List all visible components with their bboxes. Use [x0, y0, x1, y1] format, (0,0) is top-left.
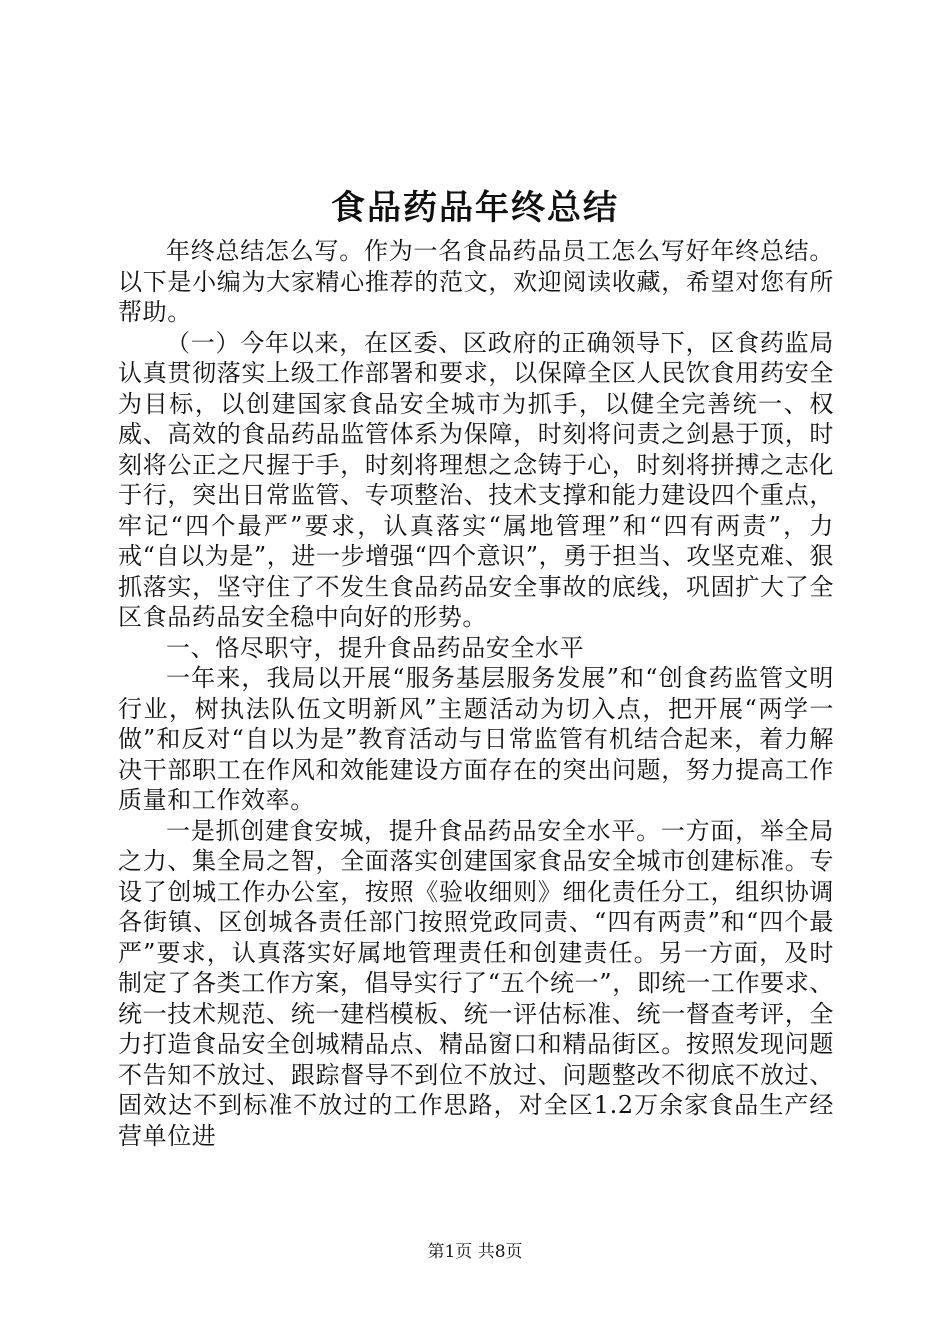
- paragraph-intro: 年终总结怎么写。作为一名食品药品员工怎么写好年终总结。以下是小编为大家精心推荐的范文，欢迎阅读收藏，希望对您有所帮助。: [118, 237, 834, 326]
- document-body: [118, 236, 834, 1151]
- paragraph-food-safety-city: 一是抓创建食安城，提升食品药品安全水平。一方面，举全局之力、集全局之智，全面落实创建国家食品安全城市创建标准。专设了创城工作办公室，按照《验收细则》细化责任分工，组织协调各街镇、区创城各责任部门按照党政同责、“四有两责”和“四个最严”要求，认真落实好属地管理责任和创建责任。另一方面，及时制定了各类工作方案，倡导实行了“五个统一”，即统一工作要求、统一技术规范、统一建档模板、统一评估标准、统一督查考评，全力打造食品安全创城精品点、精品窗口和精品街区。按照发现问题不告知不放过、跟踪督导不到位不放过、问题整改不彻底不放过、固效达不到标准不放过的工作思路，对全区1.2万余家食品生产经营单位进: [118, 816, 834, 1150]
- paragraph-summary: （一）今年以来，在区委、区政府的正确领导下，区食药监局认真贯彻落实上级工作部署和要求，以保障全区人民饮食用药安全为目标，以创建国家食品安全城市为抓手，以健全完善统一、权威、高效的食品药品监管体系为保障，时刻将问责之剑悬于顶，时刻将公正之尺握于手，时刻将理想之念铸于心，时刻将拼搏之志化于行，突出日常监管、专项整治、技术支撑和能力建设四个重点，牢记“四个最严”要求，认真落实“属地管理”和“四有两责”，力戒“自以为是”，进一步增强“四个意识”，勇于担当、攻坚克难、狠抓落实，坚守住了不发生食品药品安全事故的底线，巩固扩大了全区食品药品安全稳中向好的形势。: [118, 328, 834, 631]
- document-title: 食品药品年终总结: [331, 188, 619, 228]
- page-number-footer: 第1页 共8页: [427, 1242, 523, 1262]
- section-heading: 一、恪尽职守，提升食品药品安全水平: [166, 633, 585, 662]
- paragraph-activities: 一年来，我局以开展“服务基层服务发展”和“创食药监管文明行业，树执法队伍文明新风”主题活动为切入点，把开展“两学一做”和反对“自以为是”教育活动与日常监管有机结合起来，着力解决干部职工在作风和效能建设方面存在的突出问题，努力提高工作质量和工作效率。: [118, 664, 834, 814]
